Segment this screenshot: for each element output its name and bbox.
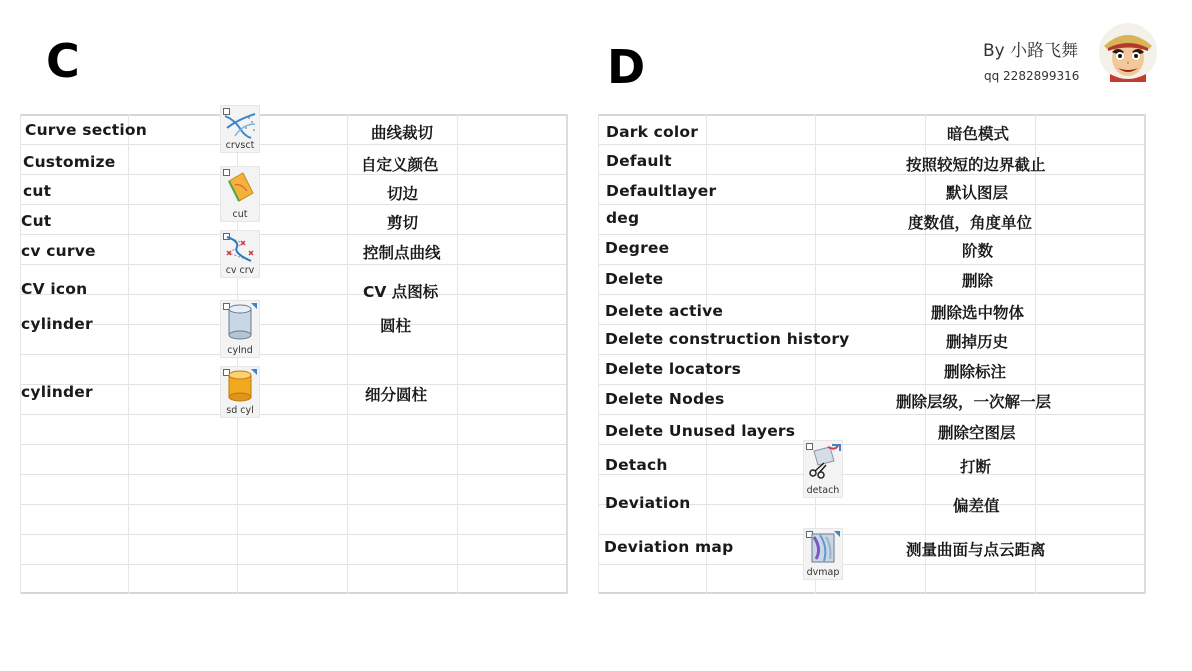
term-en: cylinder — [21, 315, 93, 333]
cut-icon — [220, 166, 260, 222]
term-cn: 控制点曲线 — [363, 244, 441, 262]
term-cn: 删除层级，一次解一层 — [896, 393, 1052, 411]
detach-icon — [803, 440, 843, 498]
term-en: CV icon — [21, 280, 88, 298]
term-en: Defaultlayer — [606, 182, 717, 200]
term-en: Delete Unused layers — [605, 422, 796, 440]
icon-caption: detach — [806, 485, 840, 496]
author-info — [983, 36, 1080, 83]
term-en: cv curve — [21, 242, 96, 260]
icon-caption: crvsct — [225, 140, 255, 151]
term-en: Degree — [605, 239, 670, 257]
term-cn: 删除标注 — [944, 363, 1007, 381]
term-cn: CV 点图标 — [363, 283, 439, 301]
term-en: Delete construction history — [605, 330, 850, 348]
term-en: Deviation map — [604, 538, 734, 556]
term-cn: 测量曲面与点云距离 — [906, 541, 1046, 559]
term-cn: 度数值，角度单位 — [908, 214, 1033, 232]
term-en: Curve section — [25, 121, 147, 139]
term-cn: 按照较短的边界截止 — [906, 156, 1046, 174]
cv-curve-icon — [220, 230, 260, 278]
author-name: By 小路飞舞 — [983, 41, 1079, 61]
term-en: cut — [23, 182, 52, 200]
deviation-map-icon — [803, 528, 843, 580]
term-en: Customize — [23, 153, 116, 171]
term-cn: 删掉历史 — [946, 333, 1009, 351]
avatar-portrait-icon — [1098, 22, 1158, 82]
term-cn: 偏差值 — [953, 497, 1000, 515]
term-en: Delete Nodes — [605, 390, 725, 408]
section-letter-d: D — [607, 40, 646, 94]
term-en: Delete — [605, 270, 664, 288]
term-en: Dark color — [606, 123, 699, 141]
icon-caption: cylnd — [227, 345, 253, 356]
term-cn: 切边 — [387, 185, 419, 203]
term-en: Delete active — [605, 302, 724, 320]
term-cn: 暗色模式 — [947, 125, 1010, 143]
term-cn: 细分圆柱 — [365, 386, 428, 404]
subdivision-cylinder-icon — [220, 366, 260, 418]
icon-caption: dvmap — [806, 567, 840, 578]
author-qq: qq 2282899316 — [984, 69, 1080, 83]
section-letter-c: C — [46, 34, 80, 88]
icon-caption: cut — [232, 209, 248, 220]
term-en: cylinder — [21, 383, 93, 401]
glossary-table-d — [598, 114, 1146, 594]
term-cn: 默认图层 — [946, 184, 1009, 202]
term-cn: 删除 — [962, 272, 994, 290]
term-cn: 打断 — [960, 458, 992, 476]
glossary-table-c — [20, 114, 568, 594]
term-cn: 曲线裁切 — [371, 124, 434, 142]
term-cn: 剪切 — [387, 214, 419, 232]
term-cn: 阶数 — [962, 242, 994, 260]
term-cn: 删除选中物体 — [931, 304, 1025, 322]
term-en: deg — [606, 209, 640, 227]
term-cn: 自定义颜色 — [361, 156, 439, 174]
cylinder-icon — [220, 300, 260, 358]
icon-caption: sd cyl — [226, 405, 254, 416]
term-en: Cut — [21, 212, 52, 230]
curve-section-icon — [220, 105, 260, 153]
term-cn: 圆柱 — [380, 317, 412, 335]
icon-caption: cv crv — [225, 265, 255, 276]
term-cn: 删除空图层 — [938, 424, 1016, 442]
term-en: Delete locators — [605, 360, 742, 378]
term-en: Default — [606, 152, 672, 170]
avatar — [1098, 22, 1158, 82]
term-en: Deviation — [605, 494, 691, 512]
term-en: Detach — [605, 456, 668, 474]
